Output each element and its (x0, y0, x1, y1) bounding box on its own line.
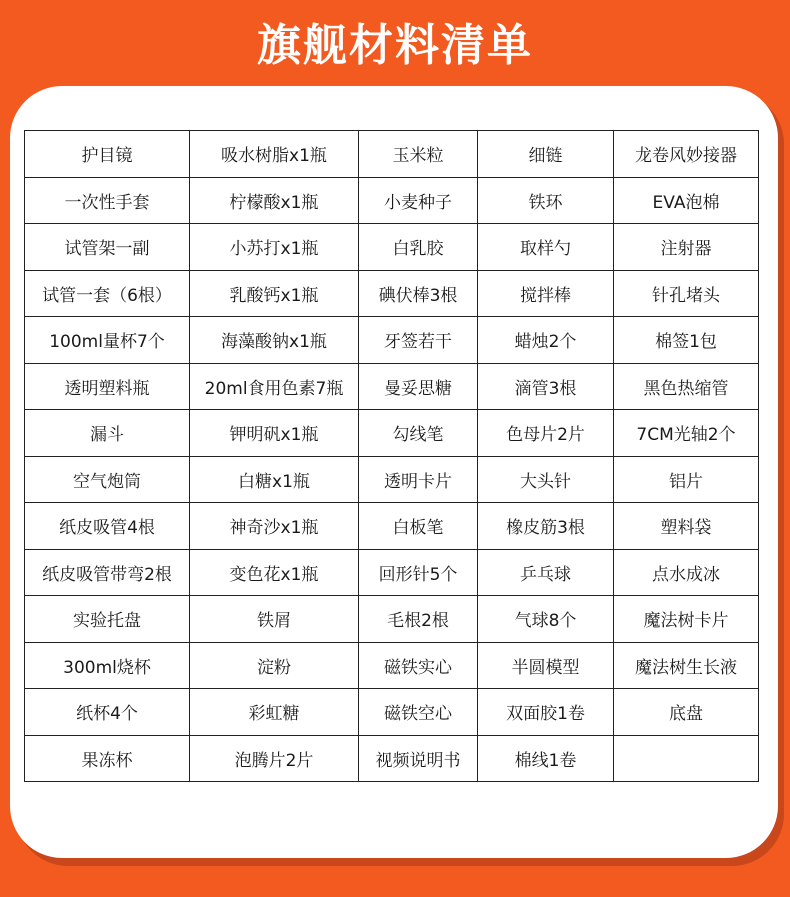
table-cell: 回形针5个 (359, 549, 478, 596)
table-row (25, 131, 759, 178)
table-cell: 半圆模型 (478, 642, 614, 689)
table-cell: 细链 (478, 131, 614, 178)
table-cell: 碘伏棒3根 (359, 270, 478, 317)
table-cell: 牙签若干 (359, 317, 478, 364)
table-cell: 彩虹糖 (190, 689, 359, 736)
table-cell: 一次性手套 (25, 177, 190, 224)
table-cell: 注射器 (614, 224, 759, 271)
table-cell: 铁环 (478, 177, 614, 224)
table-cell: 神奇沙x1瓶 (190, 503, 359, 550)
table-cell: 铁屑 (190, 596, 359, 643)
table-cell: 白板笔 (359, 503, 478, 550)
table-cell: 泡腾片2片 (190, 735, 359, 782)
table-cell: 透明塑料瓶 (25, 363, 190, 410)
page-title: 旗舰材料清单 (257, 20, 533, 71)
table-cell: 滴管3根 (478, 363, 614, 410)
table-cell (614, 735, 759, 782)
table-cell: 黑色热缩管 (614, 363, 759, 410)
table-row (25, 596, 759, 643)
table-cell: 气球8个 (478, 596, 614, 643)
table-cell: 纸皮吸管带弯2根 (25, 549, 190, 596)
table-cell: 点水成冰 (614, 549, 759, 596)
table-cell: 大头针 (478, 456, 614, 503)
table-cell: 魔法树生长液 (614, 642, 759, 689)
table-cell: 勾线笔 (359, 410, 478, 457)
table-cell: 棉签1包 (614, 317, 759, 364)
table-cell: 纸杯4个 (25, 689, 190, 736)
table-cell: 白糖x1瓶 (190, 456, 359, 503)
table-cell: 300ml烧杯 (25, 642, 190, 689)
table-cell: 玉米粒 (359, 131, 478, 178)
table-cell: 海藻酸钠x1瓶 (190, 317, 359, 364)
table-cell: 取样勺 (478, 224, 614, 271)
table-row (25, 642, 759, 689)
materials-table (24, 130, 759, 782)
table-cell: 塑料袋 (614, 503, 759, 550)
table-cell: 蜡烛2个 (478, 317, 614, 364)
table-cell: 磁铁空心 (359, 689, 478, 736)
table-cell: 纸皮吸管4根 (25, 503, 190, 550)
table-row (25, 270, 759, 317)
table-cell: 针孔堵头 (614, 270, 759, 317)
table-cell: 曼妥思糖 (359, 363, 478, 410)
table-cell: 20ml食用色素7瓶 (190, 363, 359, 410)
materials-table-body (25, 131, 759, 782)
table-row (25, 549, 759, 596)
table-row (25, 177, 759, 224)
table-cell: 钾明矾x1瓶 (190, 410, 359, 457)
table-row (25, 363, 759, 410)
table-row (25, 317, 759, 364)
table-cell: 吸水树脂x1瓶 (190, 131, 359, 178)
table-cell: 实验托盘 (25, 596, 190, 643)
table-row (25, 689, 759, 736)
table-cell: 视频说明书 (359, 735, 478, 782)
table-cell: 变色花x1瓶 (190, 549, 359, 596)
table-cell: 小麦种子 (359, 177, 478, 224)
table-cell: 果冻杯 (25, 735, 190, 782)
table-cell: 淀粉 (190, 642, 359, 689)
table-cell: 色母片2片 (478, 410, 614, 457)
table-cell: 棉线1卷 (478, 735, 614, 782)
table-cell: 底盘 (614, 689, 759, 736)
table-cell: 7CM光轴2个 (614, 410, 759, 457)
table-cell: 试管架一副 (25, 224, 190, 271)
table-cell: 护目镜 (25, 131, 190, 178)
table-cell: 双面胶1卷 (478, 689, 614, 736)
table-row (25, 735, 759, 782)
table-cell: 漏斗 (25, 410, 190, 457)
table-cell: 魔法树卡片 (614, 596, 759, 643)
table-row (25, 224, 759, 271)
table-cell: 铝片 (614, 456, 759, 503)
table-cell: 柠檬酸x1瓶 (190, 177, 359, 224)
table-cell: 磁铁实心 (359, 642, 478, 689)
table-cell: 龙卷风妙接器 (614, 131, 759, 178)
table-cell: 搅拌棒 (478, 270, 614, 317)
table-cell: 透明卡片 (359, 456, 478, 503)
table-row (25, 456, 759, 503)
table-cell: 乒乓球 (478, 549, 614, 596)
table-cell: 小苏打x1瓶 (190, 224, 359, 271)
table-cell: 空气炮筒 (25, 456, 190, 503)
table-row (25, 410, 759, 457)
table-cell: 100ml量杯7个 (25, 317, 190, 364)
table-cell: EVA泡棉 (614, 177, 759, 224)
table-cell: 橡皮筋3根 (478, 503, 614, 550)
table-cell: 白乳胶 (359, 224, 478, 271)
table-row (25, 503, 759, 550)
table-cell: 毛根2根 (359, 596, 478, 643)
table-cell: 乳酸钙x1瓶 (190, 270, 359, 317)
table-cell: 试管一套（6根） (25, 270, 190, 317)
